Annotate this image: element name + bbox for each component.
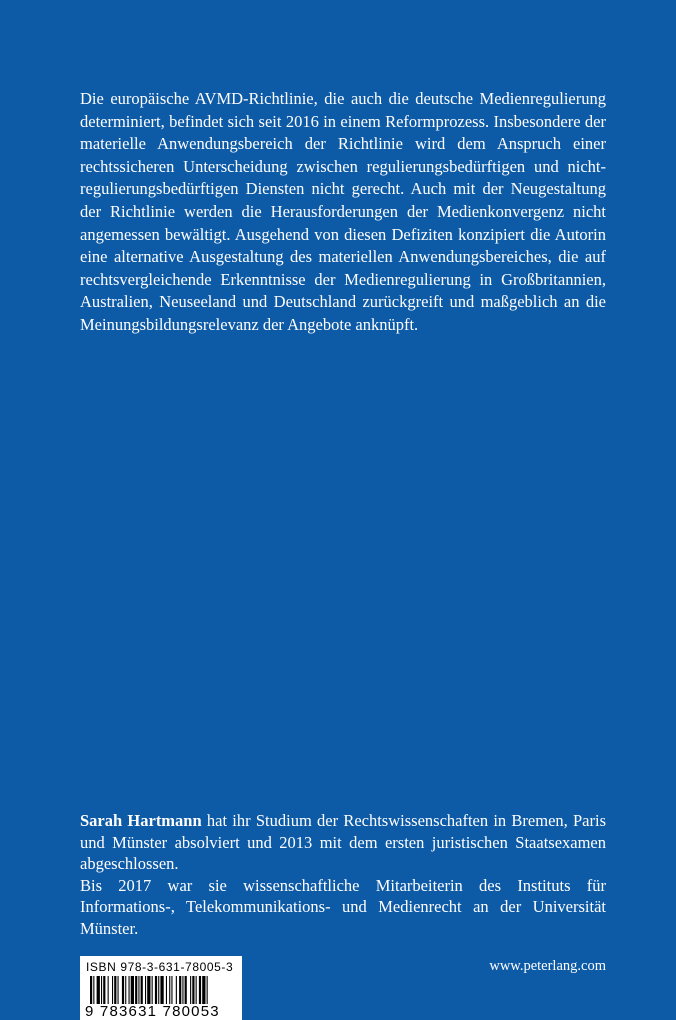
- author-name: Sarah Hartmann: [80, 811, 202, 830]
- author-bio-paragraph: [80, 810, 606, 875]
- author-bio: [80, 810, 606, 939]
- publisher-website: www.peterlang.com: [489, 958, 606, 974]
- back-cover-blurb: Die europäische AVMD-Richtlinie, die auch die deutsche Medienregulierung determiniert, befindet sich seit 2016 in einem Reformprozess. Insbesondere der materielle Anwendungsbereich der Richtlinie wird dem Anspruch einer rechtssicheren Unterscheidung zwischen regulierungsbedürftigen und nicht-regulierungsbedürftigen Diensten nicht gerecht. Auch mit der Neugestaltung der Richtlinie werden die Herausforderungen der Medienkonvergenz nicht angemessen bewältigt. Ausgehend von diesen Defiziten konzipiert die Autorin eine alternative Ausgestaltung des materiellen Anwendungsbereiches, die auf rechtsvergleichende Erkenntnisse der Medienregulierung in Großbritannien, Australien, Neuseeland und Deutschland zurückgreift und maßgeblich an die Meinungsbildungsrelevanz der Angebote anknüpft.: [80, 89, 606, 334]
- barcode-digits: 9 783631 780053: [85, 1003, 220, 1020]
- isbn-label: ISBN 978-3-631-78005-3: [86, 960, 234, 974]
- author-bio-paragraph-2: Bis 2017 war sie wissenschaftliche Mitarbeiterin des Instituts für Informations-, Telekommunikations- und Medienrecht an der Universität Münster.: [80, 875, 606, 938]
- author-bio-text-1: hat ihr Studium der Rechtswissenschaften in Bremen, Paris und Münster absolviert und 2013 mit dem ersten juristischen Staatsexamen abgeschlossen.: [80, 811, 607, 873]
- isbn-barcode: [80, 956, 242, 1020]
